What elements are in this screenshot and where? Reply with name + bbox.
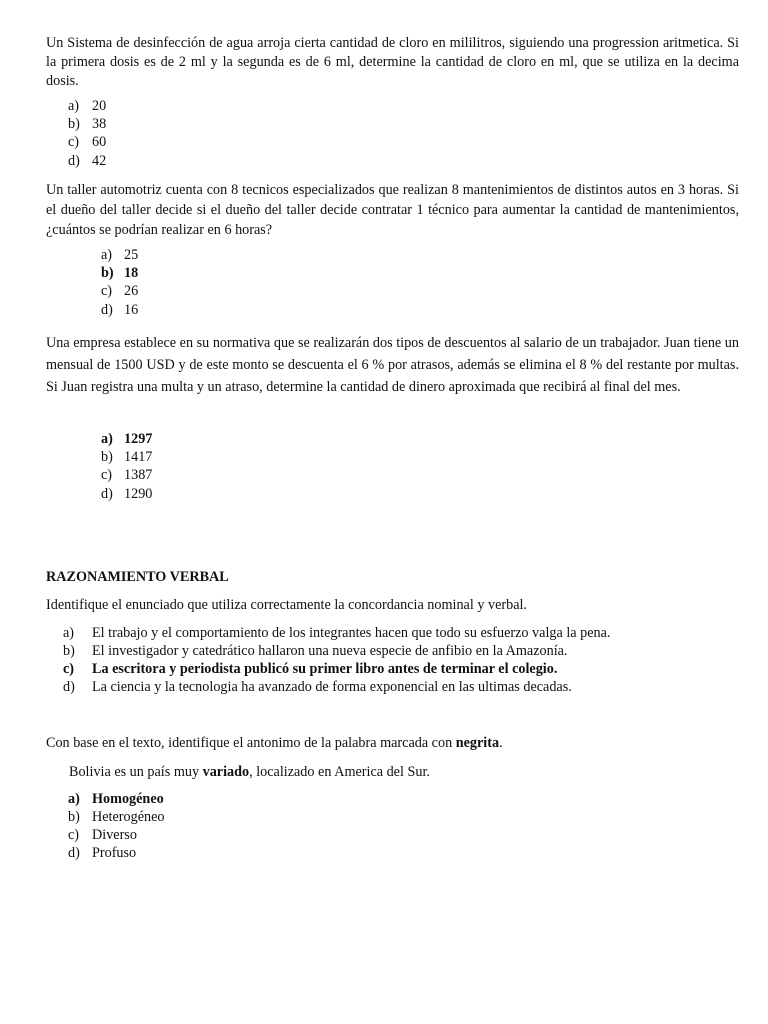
question-3-option-b: b) 1417 bbox=[101, 449, 153, 465]
section-heading: RAZONAMIENTO VERBAL bbox=[46, 569, 229, 585]
question-4-option-d: d) La ciencia y la tecnologia ha avanzado de forma exponencial en las ultimas decadas. bbox=[63, 679, 572, 695]
question-5-option-c: c) Diverso bbox=[68, 827, 137, 843]
question-5-prompt: Con base en el texto, identifique el antonimo de la palabra marcada con negrita. bbox=[46, 735, 503, 751]
question-1-option-c: c) 60 bbox=[68, 134, 107, 150]
question-3-option-d: d) 1290 bbox=[101, 486, 153, 502]
question-1-text: Un Sistema de desinfección de agua arroja cierta cantidad de cloro en mililitros, siguiendo una progression aritmetica. Si la primera dosis es de 2 ml y la segunda es de 6 ml, determine la cantidad de cloro en ml, que se utiliza en la decima dosis. bbox=[46, 35, 739, 89]
question-3-option-c: c) 1387 bbox=[101, 467, 153, 483]
question-5-option-b: b) Heterogéneo bbox=[68, 809, 165, 825]
question-2-text: Un taller automotriz cuenta con 8 tecnicos especializados que realizan 8 mantenimientos de distintos autos en 3 horas. Si el dueño del taller decide si el dueño del taller decide contratar 1 técnico para aumentar la cantidad de mantenimientos, ¿cuántos se podrían realizar en 6 horas? bbox=[46, 182, 739, 238]
question-4-option-b: b) El investigador y catedrático hallaron una nueva especie de anfibio en la Amazonía. bbox=[63, 643, 568, 659]
question-1-option-a: a) 20 bbox=[68, 98, 107, 114]
question-4-option-a: a) El trabajo y el comportamiento de los integrantes hacen que todo su esfuerzo valga la pena. bbox=[63, 625, 611, 641]
question-2-option-b-correct: b) 18 bbox=[101, 265, 139, 281]
question-3-option-a-correct: a) 1297 bbox=[101, 431, 153, 447]
question-1-option-d: d) 42 bbox=[68, 153, 107, 169]
question-5-quote: Bolivia es un país muy variado, localizado en America del Sur. bbox=[69, 764, 430, 780]
question-5-option-d: d) Profuso bbox=[68, 845, 137, 861]
question-2-option-a: a) 25 bbox=[101, 247, 139, 263]
question-4-option-c-correct: c) La escritora y periodista publicó su primer libro antes de terminar el colegio. bbox=[63, 661, 558, 677]
question-5-option-a-correct: a) Homogéneo bbox=[68, 791, 164, 807]
question-4-text: Identifique el enunciado que utiliza correctamente la concordancia nominal y verbal. bbox=[46, 597, 527, 613]
question-3-text: Una empresa establece en su normativa que se realizarán dos tipos de descuentos al salario de un trabajador. Juan tiene un mensual de 1500 USD y de este monto se descuenta el 6 % por atrasos, además se elimina el 8 % del restante por multas. Si Juan registra una multa y un atraso, determine la cantidad de dinero aproximada que recibirá al final del mes. bbox=[46, 335, 739, 395]
question-1-option-b: b) 38 bbox=[68, 116, 107, 132]
question-2-option-c: c) 26 bbox=[101, 283, 139, 299]
question-2-option-d: d) 16 bbox=[101, 302, 139, 318]
